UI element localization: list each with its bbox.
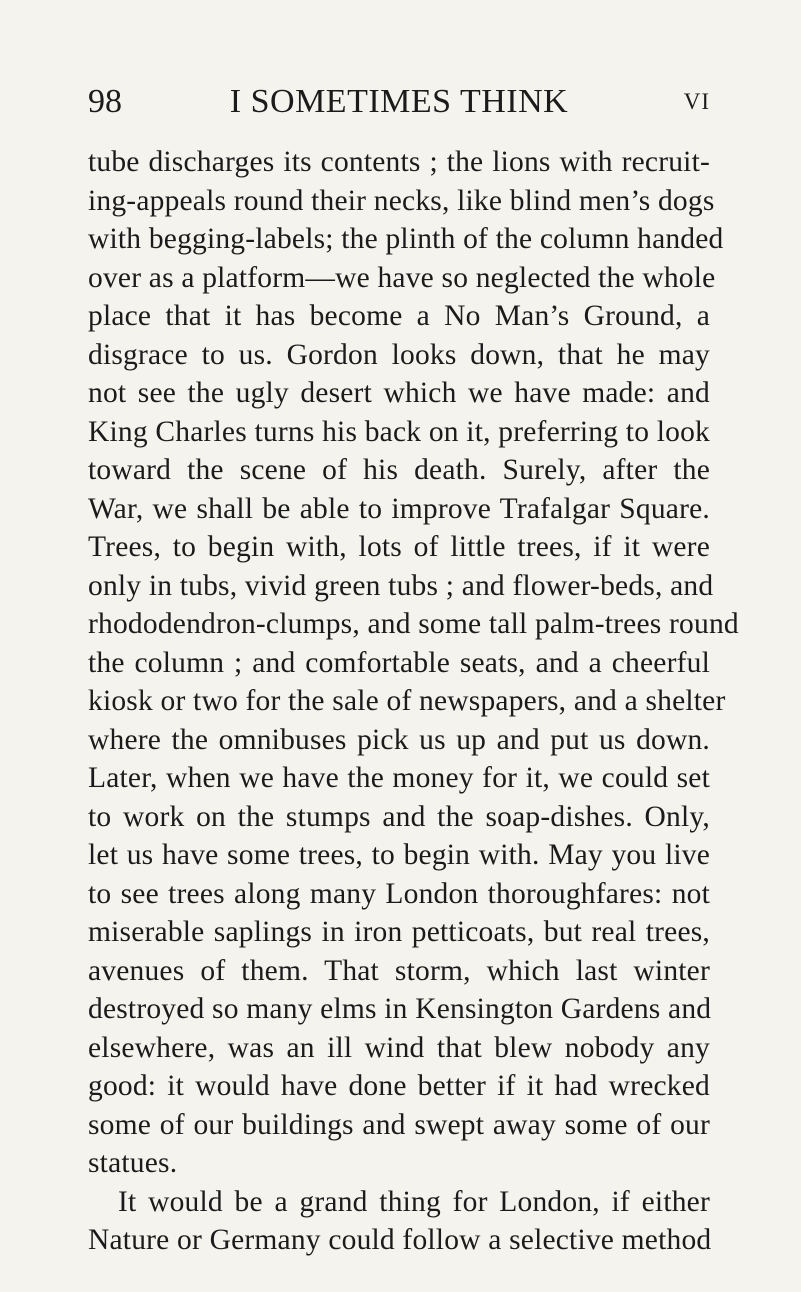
text-line: over as a platform—we have so neglected the whole (88, 261, 716, 294)
text-line: with begging-labels; the plinth of the column handed (88, 223, 724, 255)
text-line: Nature or Germany could follow a selective method (88, 1224, 712, 1256)
chapter-number: VI (683, 89, 710, 114)
text-line: elsewhere, was an ill wind that blew nobody any (88, 1031, 710, 1064)
text-line: toward the scene of his death. Surely, after the (88, 454, 710, 486)
text-line: the column ; and comfortable seats, and a cheerful (88, 646, 710, 679)
page-number: 98 (88, 83, 122, 120)
text-line: disgrace to us. Gordon looks down, that he may (88, 338, 710, 371)
paragraph-end-line: statues. (88, 1147, 178, 1179)
text-line: let us have some trees, to begin with. May you live (88, 839, 710, 871)
running-title: I SOMETIMES THINK (229, 83, 569, 120)
text-line: not see the ugly desert which we have made: and (88, 377, 710, 409)
text-line: to see trees along many London thoroughfares: not (88, 877, 710, 910)
text-line: rhododendron-clumps, and some tall palm-trees round (88, 608, 739, 640)
text-line: good: it would have done better if it had wrecked (88, 1070, 710, 1102)
text-line: only in tubs, vivid green tubs ; and flower-beds, and (88, 569, 714, 602)
text-line: Later, when we have the money for it, we could set (88, 762, 710, 794)
text-line: avenues of them. That storm, which last winter (88, 954, 710, 987)
text-line: tube discharges its contents ; the lions with recruit- (88, 146, 710, 178)
text-line: some of our buildings and swept away some of our (88, 1108, 710, 1141)
paragraph-start-line: It would be a grand thing for London, if either (118, 1185, 710, 1218)
text-line: kiosk or two for the sale of newspapers, and a shelter (88, 685, 726, 717)
text-line: Trees, to begin with, lots of little trees, if it were (88, 531, 710, 563)
body-text (88, 143, 739, 1260)
text-line: War, we shall be able to improve Trafalgar Square. (88, 492, 710, 525)
text-line: to work on the stumps and the soap-dishes. Only, (88, 800, 710, 833)
text-line: destroyed so many elms in Kensington Gardens and (88, 993, 712, 1025)
text-line: miserable saplings in iron petticoats, but real trees, (88, 916, 710, 948)
text-line: where the omnibuses pick us up and put us down. (88, 723, 710, 756)
text-line: King Charles turns his back on it, preferring to look (88, 415, 710, 448)
page-header (88, 80, 710, 124)
text-line: place that it has become a No Man’s Ground, a (88, 300, 710, 332)
text-line: ing-appeals round their necks, like blind men’s dogs (88, 184, 715, 217)
